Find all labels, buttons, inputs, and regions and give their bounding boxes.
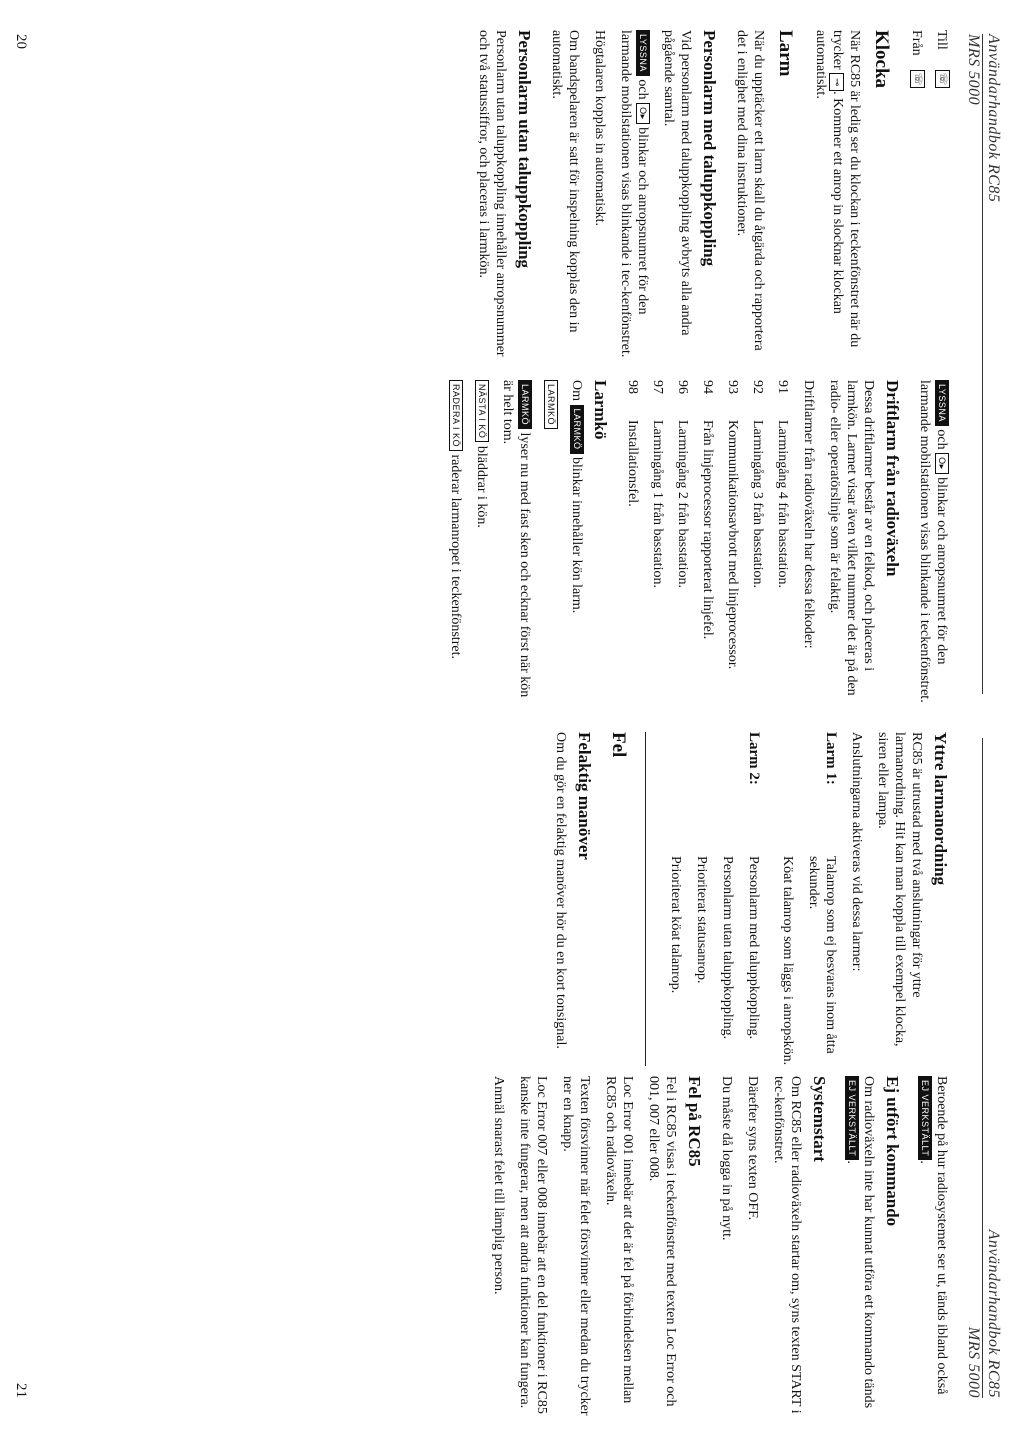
key-lyssna: LYSSNA — [935, 380, 949, 426]
paragraph: Driftlarmer från radioväxeln har dessa felkoder: — [801, 380, 816, 649]
label-fran: Från — [909, 30, 924, 56]
paragraph: När du upptäcker ett larm skall du åtgärda och rapportera det i enlighet med dina instruktioner. — [734, 30, 766, 351]
header-subtitle: MRS 5000 — [965, 1326, 982, 1398]
page-20 — [12, 20, 1002, 724]
section-divider — [645, 732, 646, 1066]
code-text: Kommunikationsavbrott med linjeprocessor. — [725, 420, 740, 670]
key-larmko: LARMKÖ — [544, 380, 558, 429]
list-item: Prioriterat statusanrop. — [694, 856, 709, 984]
list-item: Prioriterat köat talanrop. — [668, 856, 683, 994]
paragraph: Loc Error 007 eller 008 innebär att en del funktioner i RC85 kanske inte fungerar, men att andra funktioner kan fungera. — [517, 1076, 549, 1414]
text: blinkar och anropsnumret för den larmande mobilstationen visas blinkande i tec-kenfönstret. — [618, 30, 650, 358]
heading-fel: Fel — [608, 732, 629, 758]
text: och — [934, 429, 949, 450]
text: raderar larmanropet i teckenfönstret. — [448, 454, 463, 659]
paragraph — [617, 30, 651, 370]
heading-fel-rc85: Fel på RC85 — [685, 1076, 704, 1167]
paragraph: Vid personlarm med taluppkoppling avbryts alla andra pågående samtal. — [661, 30, 693, 336]
paragraph — [499, 380, 533, 710]
heading-personlarm-utan: Personlarm utan taluppkoppling — [515, 30, 534, 269]
paragraph — [916, 380, 950, 710]
paragraph: Dessa driftlarmer består av en felkod, och placeras i larmkön. Larmet visar även vilket nummer det är på den radio- eller operatörslinje som är felaktig. — [827, 380, 876, 696]
paragraph: Fel i RC85 visas i teckenfönstret med texten Loc Error och 001, 007 eller 008. — [646, 1076, 678, 1407]
paragraph — [447, 380, 464, 710]
key-ejverk: EJ VERKSTÄLLT — [845, 1076, 859, 1160]
heading-driftlarm: Driftlarm från radioväxeln — [883, 380, 902, 577]
paragraph — [542, 380, 559, 710]
page-header-right — [964, 738, 1002, 1398]
handset-icon: ☏ — [935, 70, 950, 88]
header-subtitle: MRS 5000 — [965, 34, 982, 106]
column-1 — [466, 30, 950, 370]
heading-klocka: Klocka — [871, 30, 892, 89]
list-item: Talanrop som ej besvaras inom åtta sekunder. — [806, 856, 838, 1054]
text: Om radioväxeln inte har kunnat utföra ett kommando tänds — [861, 1076, 876, 1409]
heading-yttre: Yttre larmanordning — [931, 732, 950, 886]
heading-felaktig: Felaktig manöver — [575, 732, 594, 860]
paragraph: Om bandspelaren är satt för inspelning kopplas den in automatiskt. — [549, 30, 581, 333]
key-larmko: LARMKÖ — [570, 405, 584, 454]
larm2-label: Larm 2: — [746, 732, 762, 785]
column-3 — [543, 732, 950, 1066]
label-till: Till — [934, 30, 949, 50]
code-number: 92 — [750, 380, 765, 394]
list-item: Köat talanrop som läggs i anropskön. — [780, 856, 795, 1066]
paragraph: RC85 är utrustad med två anslutningar för yttre larmanordning. Hit kan man koppla till exempel klocka, siren eller lampa. — [875, 732, 924, 1047]
paragraph: Om radioväxeln inte har kunnat utföra ett kommando tänds EJ VERKSTÄLLT. — [844, 1076, 876, 1409]
code-text: Larmingång 4 från basstation. — [775, 420, 790, 588]
heading-larmko: Larmkö — [591, 380, 610, 440]
list-item: Personlarm med taluppkoppling. — [746, 856, 761, 1040]
page-header-left — [964, 34, 1002, 694]
alarm-output-table — [658, 732, 839, 1066]
text: blinkar och anropsnumret för den larmande mobilstationen visas blinkande i teckenfönstret. — [917, 380, 949, 703]
key-arrow: O▸ — [935, 453, 949, 474]
text: blinkar innehåller kön larm. — [569, 457, 584, 614]
code-number: 96 — [675, 380, 690, 394]
code-text: Larmingång 1 från basstation. — [650, 420, 665, 588]
paragraph — [568, 380, 585, 710]
code-number: 93 — [725, 380, 740, 394]
header-rule — [982, 34, 983, 694]
key-lyssna: LYSSNA — [636, 30, 650, 76]
key-radera: RADERA I KÖ — [449, 380, 463, 451]
header-title: Användarhandbok RC85 — [985, 34, 1002, 203]
text: lyser nu med fast sken och ecknar först när kön är helt tom. — [500, 380, 532, 698]
text: När RC85 är ledig ser du klockan i teckenfönstret när du trycker — [830, 30, 862, 348]
handset-icon: ☏ — [910, 70, 925, 88]
code-text: Installationsfel. — [625, 420, 640, 507]
text: Beroende på hur radiosystemet ser ut, tänds ibland också — [934, 1076, 949, 1395]
paragraph: Högtalaren kopplas in automatiskt. — [592, 30, 607, 226]
list-item: Personlarm utan taluppkoppling. — [720, 856, 735, 1040]
page-number-left: 20 — [13, 34, 29, 49]
text: bläddrar i kön. — [474, 445, 489, 528]
code-number: 94 — [700, 380, 715, 394]
header-title: Användarhandbok RC85 — [985, 1229, 1002, 1398]
key-arrow: O▸ — [636, 103, 650, 124]
paragraph: När RC85 är ledig ser du klockan i teckenfönstret när du trycker ⊸. Kommer ett anrop in slocknar klockan automatiskt. — [813, 30, 862, 348]
paragraph: Därefter syns texten OFF. — [745, 1076, 760, 1221]
key-larmko: LARMKÖ — [518, 380, 532, 429]
header-rule — [982, 738, 983, 1398]
code-text: Larmingång 2 från basstation. — [675, 420, 690, 588]
paragraph: Om du gör en felaktig manöver hör du en kort tonsignal. — [553, 732, 568, 1049]
larm2-items — [658, 856, 762, 1066]
heading-personlarm-med: Personlarm med taluppkoppling — [700, 30, 719, 267]
paragraph: Om RC85 eller radioväxeln startar om, syns texten START i tec-kenfönstret. — [771, 1076, 803, 1414]
code-number: 97 — [650, 380, 665, 394]
heading-systemstart: Systemstart — [810, 1076, 829, 1162]
page-21 — [12, 724, 1002, 1428]
paragraph: Du måste då logga in på nytt. — [719, 1076, 734, 1241]
page-number-right: 21 — [13, 1383, 29, 1398]
larm1-items — [770, 856, 839, 1066]
text: och — [635, 79, 650, 100]
heading-ej-utfort: Ej utfört kommando — [883, 1076, 902, 1227]
paragraph: Loc Error 001 innebär att det är fel på förbindelsen mellan RC85 och radioväxeln. — [603, 1076, 635, 1404]
column-2 — [438, 380, 950, 710]
key-ejverk: EJ VERKSTÄLLT — [918, 1076, 932, 1160]
clock-key-icon: ⊸ — [829, 73, 844, 91]
paragraph: Anmäl snarast felet till lämplig person. — [491, 1076, 506, 1295]
code-text: Larmingång 3 från basstation. — [750, 420, 765, 588]
code-number: 91 — [775, 380, 790, 394]
heading-larm: Larm — [775, 30, 796, 77]
column-4 — [481, 1076, 950, 1416]
paragraph: Texten försvinner när felet försvinner eller medan du trycker ner en knapp. — [560, 1076, 592, 1416]
code-text: Från linjeprocessor rapporterat linjefel. — [700, 420, 715, 640]
text: Om — [569, 380, 584, 401]
key-nasta: NÄSTA I KÖ — [475, 380, 489, 442]
paragraph — [473, 380, 490, 710]
paragraph: Beroende på hur radiosystemet ser ut, tänds ibland också EJ VERKSTÄLLT. — [917, 1076, 949, 1395]
code-number: 98 — [625, 380, 640, 394]
paragraph: Anslutningarna aktiveras vid dessa larmer: — [849, 732, 864, 972]
paragraph: Personlarm utan taluppkoppling innehåller anropsnummer och två statussiffror, och placeras i larmkön. — [476, 30, 508, 357]
larm1-label: Larm 1: — [823, 732, 839, 785]
fault-code-list — [624, 380, 791, 710]
text: Kommer ett anrop in slocknar klockan automatiskt. — [813, 30, 845, 314]
